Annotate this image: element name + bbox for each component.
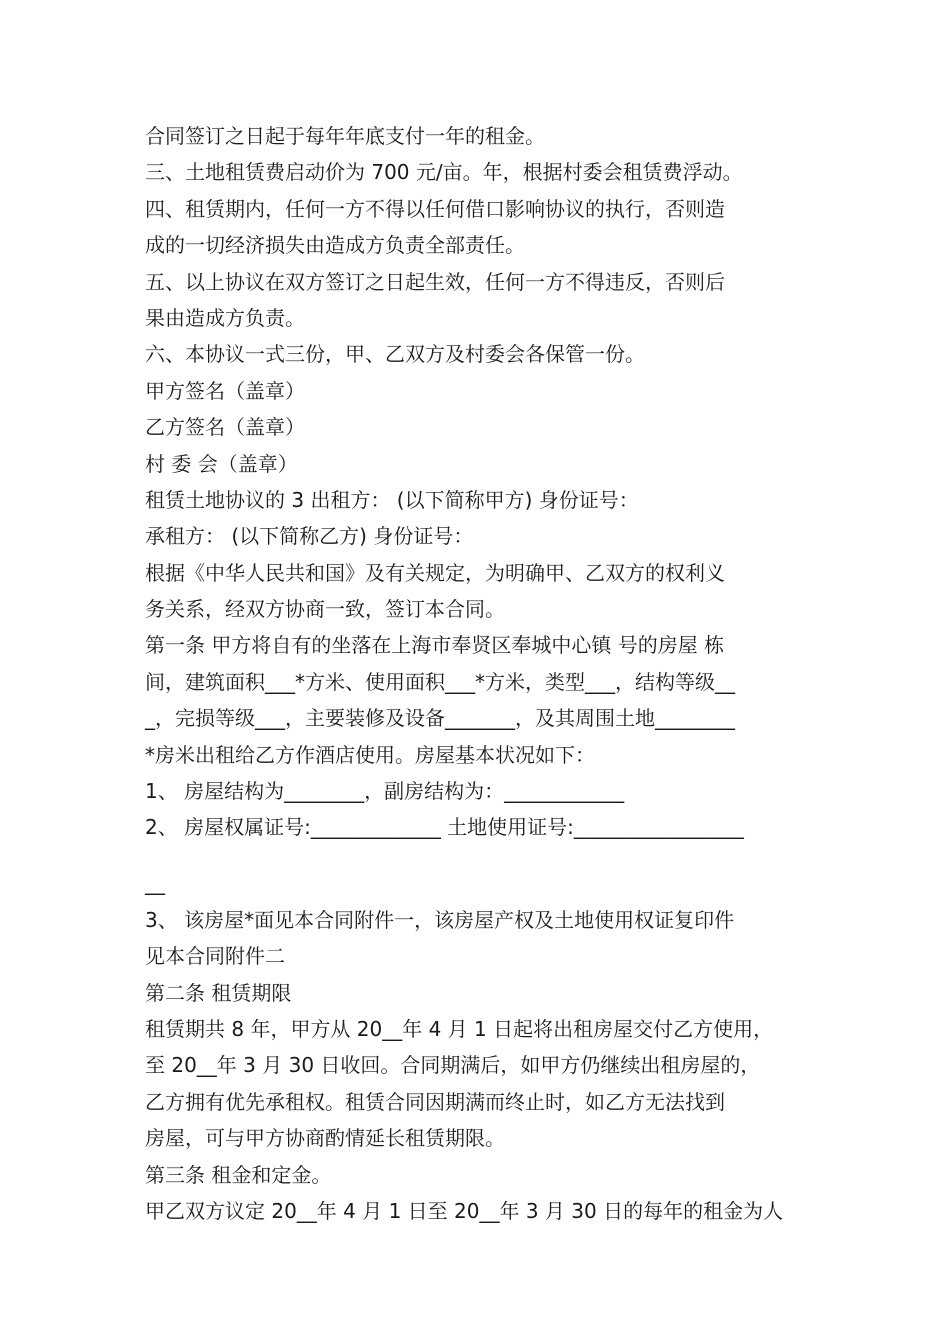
text-line: *房米出租给乙方作酒店使用。房屋基本状况如下： xyxy=(145,742,595,767)
text-line: 三、土地租赁费启动价为 700 元/亩。年，根据村委会租赁费浮动。 xyxy=(145,160,743,185)
signature-line-party-a: 甲方签名（盖章） xyxy=(145,378,305,403)
text-line: 见本合同附件二 xyxy=(145,944,285,969)
text-line: 五、以上协议在双方签订之日起生效，任何一方不得违反，否则后 xyxy=(145,269,725,294)
text-line: 租赁期共 8 年，甲方从 20__年 4 月 1 日起将出租房屋交付乙方使用， xyxy=(145,1016,774,1041)
article-two-heading: 第二条 租赁期限 xyxy=(145,980,292,1005)
list-item-1: 1、 房屋结构为________，副房结构为：____________ xyxy=(145,779,625,804)
text-line: 合同签订之日起于每年年底支付一年的租金。 xyxy=(145,124,545,148)
text-line: 租赁土地协议的 3 出租方： (以下简称甲方) 身份证号： xyxy=(145,487,639,512)
text-line: 承租方： (以下简称乙方) 身份证号： xyxy=(145,524,474,549)
text-line: 间，建筑面积___*方米、使用面积___*方米，类型___，结构等级__ xyxy=(145,669,735,694)
text-line: 成的一切经济损失由造成方负责全部责任。 xyxy=(145,233,525,258)
signature-line-village-committee: 村 委 会（盖章） xyxy=(145,451,298,476)
text-line: 甲乙双方议定 20__年 4 月 1 日至 20__年 3 月 30 日的每年的租金为人 xyxy=(145,1198,784,1223)
list-item-2-continued: __ xyxy=(145,871,165,896)
text-line: _，完损等级___，主要装修及设备_______，及其周围土地________ xyxy=(145,706,735,731)
text-line: 六、本协议一式三份，甲、乙双方及村委会各保管一份。 xyxy=(145,342,645,367)
document-body xyxy=(145,118,810,1229)
signature-line-party-b: 乙方签名（盖章） xyxy=(145,415,305,440)
text-line: 四、租赁期内，任何一方不得以任何借口影响协议的执行，否则造 xyxy=(145,196,725,221)
text-line: 根据《中华人民共和国》及有关规定，为明确甲、乙双方的权利义 xyxy=(145,560,725,585)
text-line: 至 20__年 3 月 30 日收回。合同期满后，如甲方仍继续出租房屋的， xyxy=(145,1053,761,1078)
list-item-3: 3、 该房屋*面见本合同附件一，该房屋产权及土地使用权证复印件 xyxy=(145,907,735,932)
list-item-2: 2、 房屋权属证号:_____________ 土地使用证号:_________________ xyxy=(145,815,744,840)
text-line: 房屋，可与甲方协商酌情延长租赁期限。 xyxy=(145,1126,505,1151)
text-line: 务关系，经双方协商一致，签订本合同。 xyxy=(145,597,505,622)
article-one-heading: 第一条 甲方将自有的坐落在上海市奉贤区奉城中心镇 号的房屋 栋 xyxy=(145,633,725,658)
article-three-heading: 第三条 租金和定金。 xyxy=(145,1162,332,1187)
text-line: 果由造成方负责。 xyxy=(145,305,305,330)
text-line: 乙方拥有优先承租权。租赁合同因期满而终止时，如乙方无法找到 xyxy=(145,1089,725,1114)
